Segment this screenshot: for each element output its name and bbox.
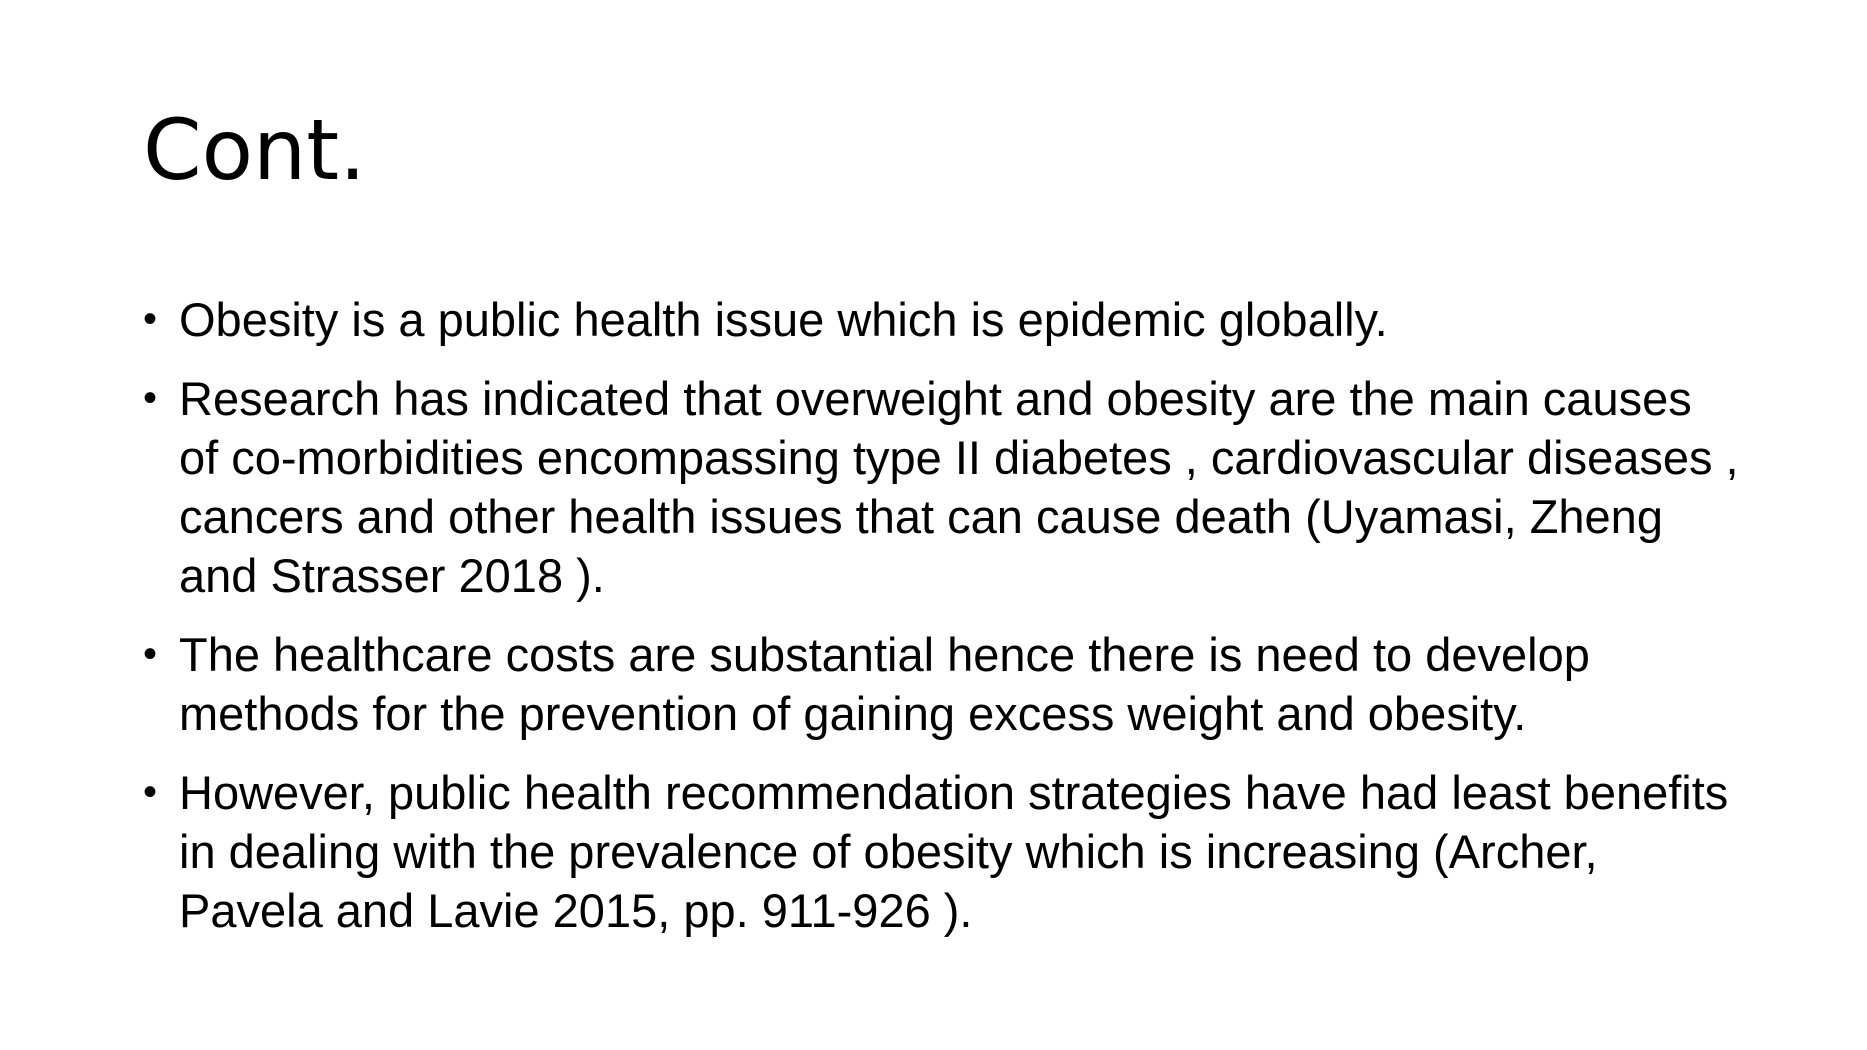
bullet-text: However, public health recommendation strategies have had least benefits in dealing with the prevalence of obesity which is increasing (Archer, Pavela and Lavie 2015, pp. 911-926 ).	[179, 766, 1729, 937]
bullet-icon: •	[143, 770, 158, 814]
bullet-text: Obesity is a public health issue which is epidemic globally.	[179, 293, 1388, 346]
bullet-text: Research has indicated that overweight and obesity are the main causes of co-morbidities encompassing type II diabetes , cardiovascular diseases , cancers and other health issues that can cause death (Uyamasi, Zheng and Strasser 2018 ).	[179, 372, 1739, 602]
bullet-item	[143, 369, 1743, 605]
bullet-item	[143, 763, 1743, 940]
bullet-text: The healthcare costs are substantial hence there is need to develop methods for the prevention of gaining excess weight and obesity.	[179, 628, 1590, 740]
slide-title: Cont.	[143, 101, 366, 199]
bullet-item	[143, 290, 1743, 349]
bullet-icon: •	[143, 632, 158, 676]
bullet-icon: •	[143, 376, 158, 420]
bullet-item	[143, 625, 1743, 743]
bullet-list	[143, 290, 1743, 960]
bullet-icon: •	[143, 297, 158, 341]
